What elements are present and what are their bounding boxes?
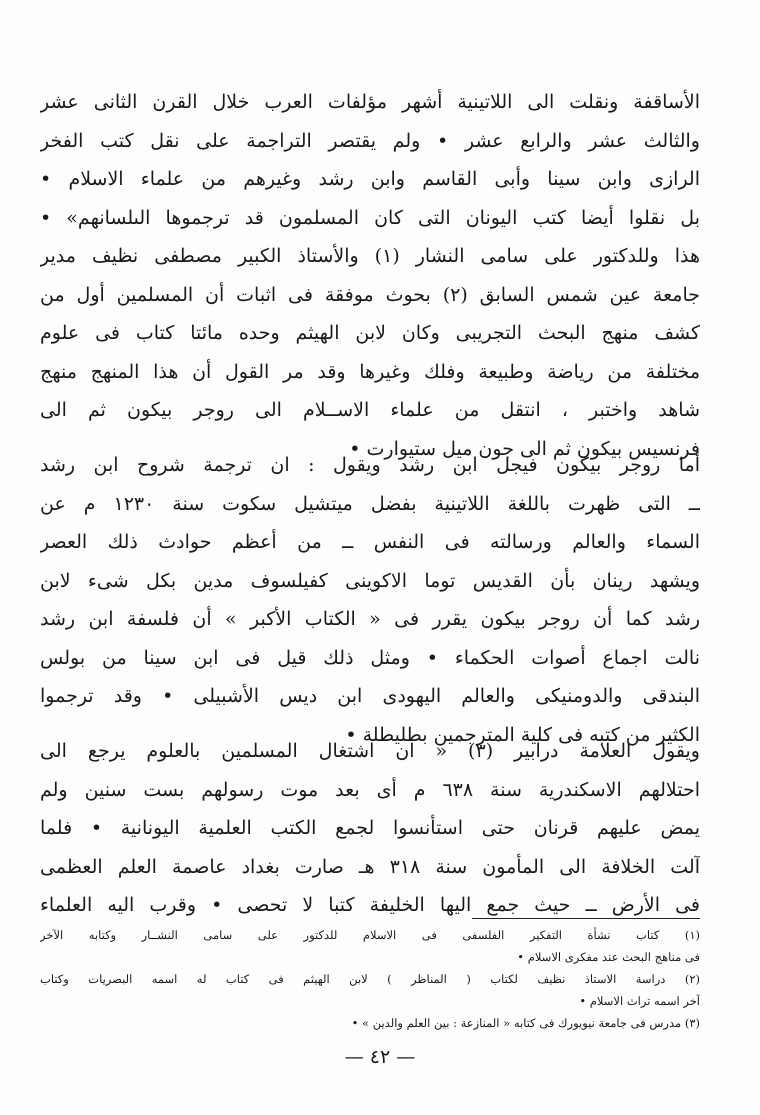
text-line: مختلفة من رياضة وطبيعة وفلك وغيرها وقد مر القول أن هذا المنهج منهج bbox=[40, 360, 700, 383]
text-line: شاهد واختبر ، انتقل من علماء الاســلام الى روجر بيكون ثم الى bbox=[40, 399, 700, 421]
text-line: ــ التى ظهرت باللغة اللاتينية بفضل ميتشيل سكوت سنة ١٢٣٠ م عن bbox=[40, 492, 700, 515]
text-line: الرازى وابن سينا وأبى القاسم وابن رشد وغيرهم من علماء الاسلام • bbox=[40, 168, 700, 190]
footnote-line: (٢) دراسة الاستاذ نظيف لكتاب ( المناظر ) لابن الهيثم فى كتاب له اسمه البصريات وكتاب bbox=[40, 972, 700, 986]
footnote-line: (٣) مدرس فى جامعة نيويورك فى كتابه « المنازعة : بين العلم والدين » • bbox=[351, 1016, 700, 1030]
paragraph-2 bbox=[40, 446, 700, 754]
text-line: ويقول العلامة درابير (٣) « ان اشتغال المسلمين بالعلوم يرجع الى bbox=[40, 740, 700, 762]
text-line: البندقى والدومنيكى والعالم اليهودى ابن ديس الأشبيلى • وقد ترجموا bbox=[40, 685, 700, 707]
text-line: والثالث عشر والرابع عشر • ولم يقتصر التراجمة على نقل كتب الفخر bbox=[40, 129, 700, 152]
text-line: آلت الخلافة الى المأمون سنة ٣١٨ هـ صارت بغداد عاصمة العلم العظمى bbox=[40, 855, 700, 878]
paragraph-1 bbox=[40, 83, 700, 468]
page-number: — ٤٢ — bbox=[344, 1046, 416, 1068]
text-line: احتلالهم الاسكندرية سنة ٦٣٨ م أى بعد موت رسولهم بست سنين ولم bbox=[40, 778, 700, 801]
paragraph-3 bbox=[40, 732, 700, 925]
text-line: السماء والعالم ورسالته فى النفس ــ من أعظم حوادث ذلك العصر bbox=[40, 531, 700, 553]
text-line: فى الأرض ــ حيث جمع اليها الخليفة كتبا لا تحصى • وقرب اليه العلماء bbox=[40, 894, 700, 916]
footnote-line: فى مناهج البحث عند مفكرى الاسلام • bbox=[517, 950, 700, 964]
text-line: الكثير من كتبه فى كلية المترجمين بطليطلة • bbox=[345, 723, 700, 746]
footnote-line: آخر اسمه تراث الاسلام • bbox=[579, 994, 700, 1008]
text-line: كشف منهج البحث التجريبى وكان لابن الهيثم وحده مائتا كتاب فى علوم bbox=[40, 322, 700, 344]
text-line: فرنسيس بيكون ثم الى جون ميل ستيوارت • bbox=[349, 437, 700, 460]
text-line: يمض عليهم قرنان حتى استأنسوا لجمع الكتب العلمية اليونانية • فلما bbox=[40, 817, 700, 839]
footnotes bbox=[40, 924, 700, 1034]
text-line: جامعة عين شمس السابق (٢) بحوث موفقة فى اثبات أن المسلمين أول من bbox=[40, 283, 700, 306]
text-line: هذا وللدكتور على سامى النشار (١) والأستاذ الكبير مصطفى نظيف مدير bbox=[40, 245, 700, 267]
text-line: رشد كما أن روجر بيكون يقرر فى « الكتاب الأكبر » أن فلسفة ابن رشد bbox=[40, 608, 700, 630]
text-line: بل نقلوا أيضا كتب اليونان التى كان المسلمون قد ترجموها الىلسانهم» • bbox=[40, 206, 700, 229]
footnote-line: (١) كتاب نشأة التفكير الفلسفى فى الاسلام للدكتور على سامى النشــار وكتابه الآخر bbox=[40, 928, 700, 942]
text-line: الأساقفة ونقلت الى اللاتينية أشهر مؤلفات العرب خلال القرن الثانى عشر bbox=[40, 91, 700, 113]
text-line: نالت اجماع أصوات الحكماء • ومثل ذلك قيل فى ابن سينا من بولس bbox=[40, 646, 700, 669]
footnote-divider bbox=[472, 918, 700, 919]
text-line: أما روجر بيكون فيجل ابن رشد ويقول : ان ترجمة شروح ابن رشد bbox=[40, 454, 700, 476]
text-line: ويشهد رينان بأن القديس توما الاكوينى كفيلسوف مدين بكل شىء لابن bbox=[40, 569, 700, 592]
